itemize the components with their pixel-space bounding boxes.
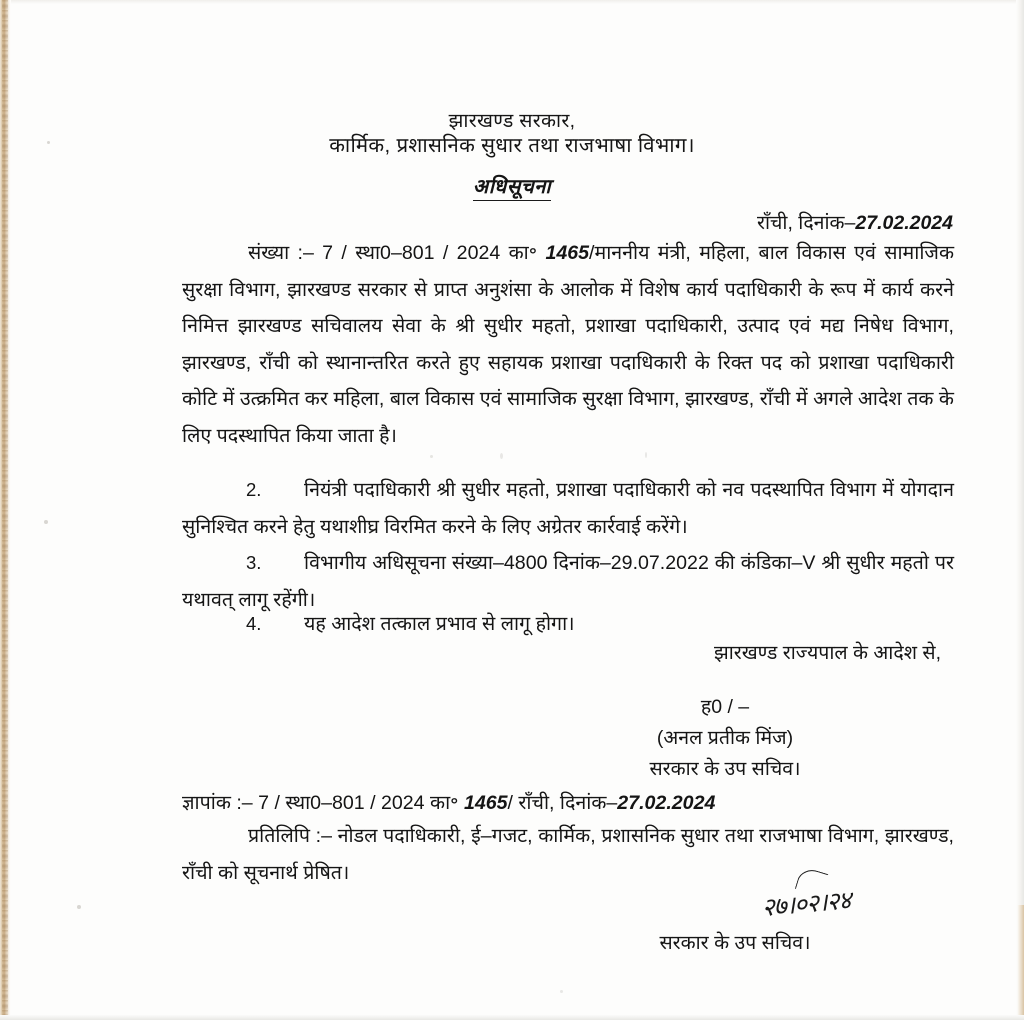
signatory-designation-bottom: सरकार के उप सचिव।	[659, 932, 811, 954]
paragraph-1-memo-number: 1465	[545, 242, 590, 264]
copy-to-text: नोडल पदाधिकारी, ई–गजट, कार्मिक, प्रशासनिक सुधार तथा राजभाषा विभाग, झारखण्ड, राँची को सूचनार्थ प्रेषित।	[182, 825, 955, 884]
notification-title-text: अधिसूचना	[473, 176, 551, 201]
notification-date: 27.02.2024	[855, 212, 953, 234]
paragraph-3-text: विभागीय अधिसूचना संख्या–4800 दिनांक–29.07.2022 की कंडिका–V श्री सुधीर महतो पर यथावत् लागू रहेंगी।	[182, 552, 954, 611]
place-label: राँची, दिनांक–	[756, 212, 856, 234]
paragraph-1-body: /माननीय मंत्री, महिला, बाल विकास एवं सामाजिक सुरक्षा विभाग, झारखण्ड सरकार से प्राप्त अनुशंसा के आलोक में विशेष कार्य पदाधिकारी के रूप में कार्य करने निमित्त झारखण्ड सचिवालय सेवा के श्री सुधीर महतो, प्रशाखा पदाधिकारी, उत्पाद एवं मद्य निषेध विभाग, झारखण्ड, राँची को स्थानान्तरित करते हुए सहायक प्रशाखा पदाधिकारी के रिक्त पद को प्रशाखा पदाधिकारी कोटि में उत्क्रमित कर महिला, बाल विकास एवं सामाजिक सुरक्षा विभाग, झारखण्ड, राँची में अगले आदेश तक के लिए पदस्थापित किया जाता है।	[182, 242, 954, 447]
signatory-name: (अनल प्रतीक मिंज)	[656, 727, 794, 749]
notification-title	[0, 172, 1024, 199]
paragraph-2-text: नियंत्री पदाधिकारी श्री सुधीर महतो, प्रशाखा पदाधिकारी को नव पदस्थापित विभाग में योगदान सुनिश्चित करने हेतु यथाशीघ्र विरमित करने के लिए अग्रेतर कार्रवाई करेंगे।	[182, 479, 954, 538]
memo-prefix: ज्ञापांक :– 7 / स्था0–801 / 2024 का॰	[182, 792, 464, 814]
paragraph-1	[182, 235, 954, 455]
handwritten-signature-text: २७।०२।२४	[760, 885, 852, 923]
sd-mark: ह0 / –	[700, 696, 750, 718]
paragraph-2	[182, 472, 954, 545]
by-order-of-governor: झारखण्ड राज्यपाल के आदेश से,	[713, 642, 941, 664]
memo-separator: /	[507, 792, 519, 814]
paragraph-2-number: 2.	[246, 479, 262, 500]
copy-to-label: प्रतिलिपि :–	[248, 825, 338, 847]
signatory-designation: सरकार के उप सचिव।	[649, 758, 801, 780]
memo-place-label: राँची, दिनांक–	[518, 792, 618, 814]
department-header-line-1: झारखण्ड सरकार,	[448, 110, 576, 132]
signature-block	[560, 692, 890, 785]
memorandum-number-line	[182, 788, 972, 815]
memo-number: 1465	[463, 792, 508, 814]
department-header-line-2: कार्मिक, प्रशासनिक सुधार तथा राजभाषा विभाग।	[329, 134, 695, 157]
paragraph-4-number: 4.	[246, 613, 262, 634]
paragraph-1-prefix: संख्या :– 7 / स्था0–801 / 2024 का॰	[248, 242, 546, 264]
paragraph-1-text	[182, 235, 954, 455]
paragraph-4-text: यह आदेश तत्काल प्रभाव से लागू होगा।	[304, 613, 575, 635]
place-and-date	[0, 208, 953, 235]
paragraph-3-number: 3.	[246, 552, 262, 573]
memo-date: 27.02.2024	[617, 792, 716, 814]
copy-to-block	[182, 818, 954, 891]
